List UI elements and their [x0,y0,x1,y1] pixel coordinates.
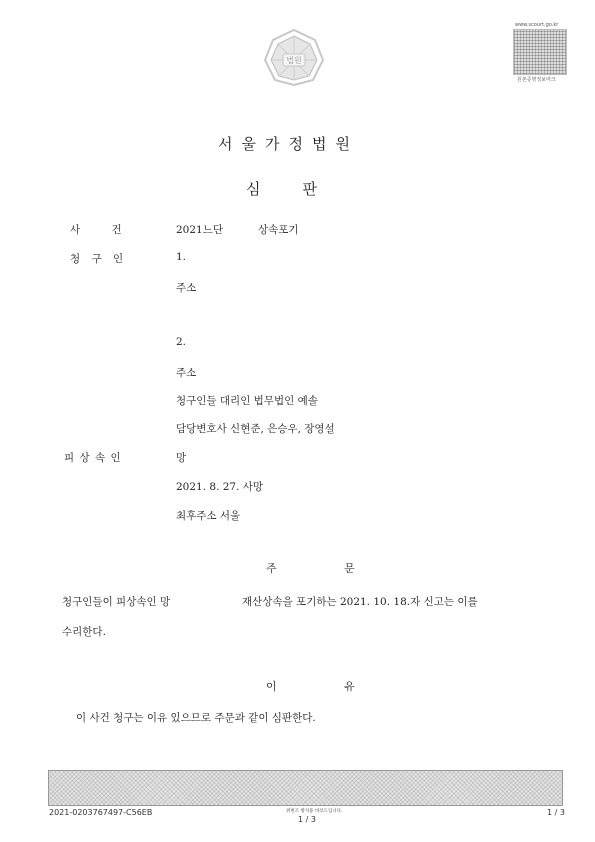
claimant-2-number: 2. [176,336,187,348]
barcode-note: 위변조 방지용 바코드입니다. [286,809,343,814]
court-seal-logo [263,28,325,86]
decedent-death-date: 2021. 8. 27. 사망 [176,481,264,493]
reason-heading: 이 유 [266,680,387,693]
verification-qr-code [513,29,567,75]
case-number: 2021느단 [176,224,224,236]
reason-text: 이 사건 청구는 이유 있으므로 주문과 같이 심판한다. [76,712,316,724]
order-text-part1: 청구인들이 피상속인 망 [62,596,171,608]
claimants-label: 청 구 인 [70,253,128,265]
order-heading: 주 문 [266,562,387,575]
seal-text: 법원 [286,56,302,65]
claimant-1-address: 주소 [176,282,197,294]
claimant-2-address: 주소 [176,367,197,379]
anti-forgery-barcode-strip [48,770,563,806]
court-name: 서울가정법원 [218,135,359,153]
document-title [246,178,359,199]
document-title-text: 심판 [246,180,359,198]
qr-caption: 원본증명정보마크 [517,77,556,83]
decedent-name: 망 [176,452,187,464]
center-page-number: 1 / 3 [298,815,316,824]
order-text-line2: 수리한다. [62,626,106,638]
claimant-1-number: 1. [176,251,187,263]
order-text-part2: 재산상속을 포기하는 2021. 10. 18.자 신고는 이를 [242,596,478,608]
case-name: 상속포기 [258,224,299,236]
decedent-last-address: 최후주소 서울 [176,510,241,522]
claimants-agent: 청구인들 대리인 법무법인 예솔 [176,395,318,407]
qr-url: www.scourt.go.kr [515,22,559,28]
claimants-lawyers: 담당변호사 신현준, 은승우, 장영설 [176,423,335,435]
page-number: 1 / 3 [547,808,565,817]
document-id: 2021-0203767497-C56EB [49,808,153,817]
decedent-label: 피 상 속 인 [64,452,122,464]
case-label: 사 건 [70,224,136,236]
